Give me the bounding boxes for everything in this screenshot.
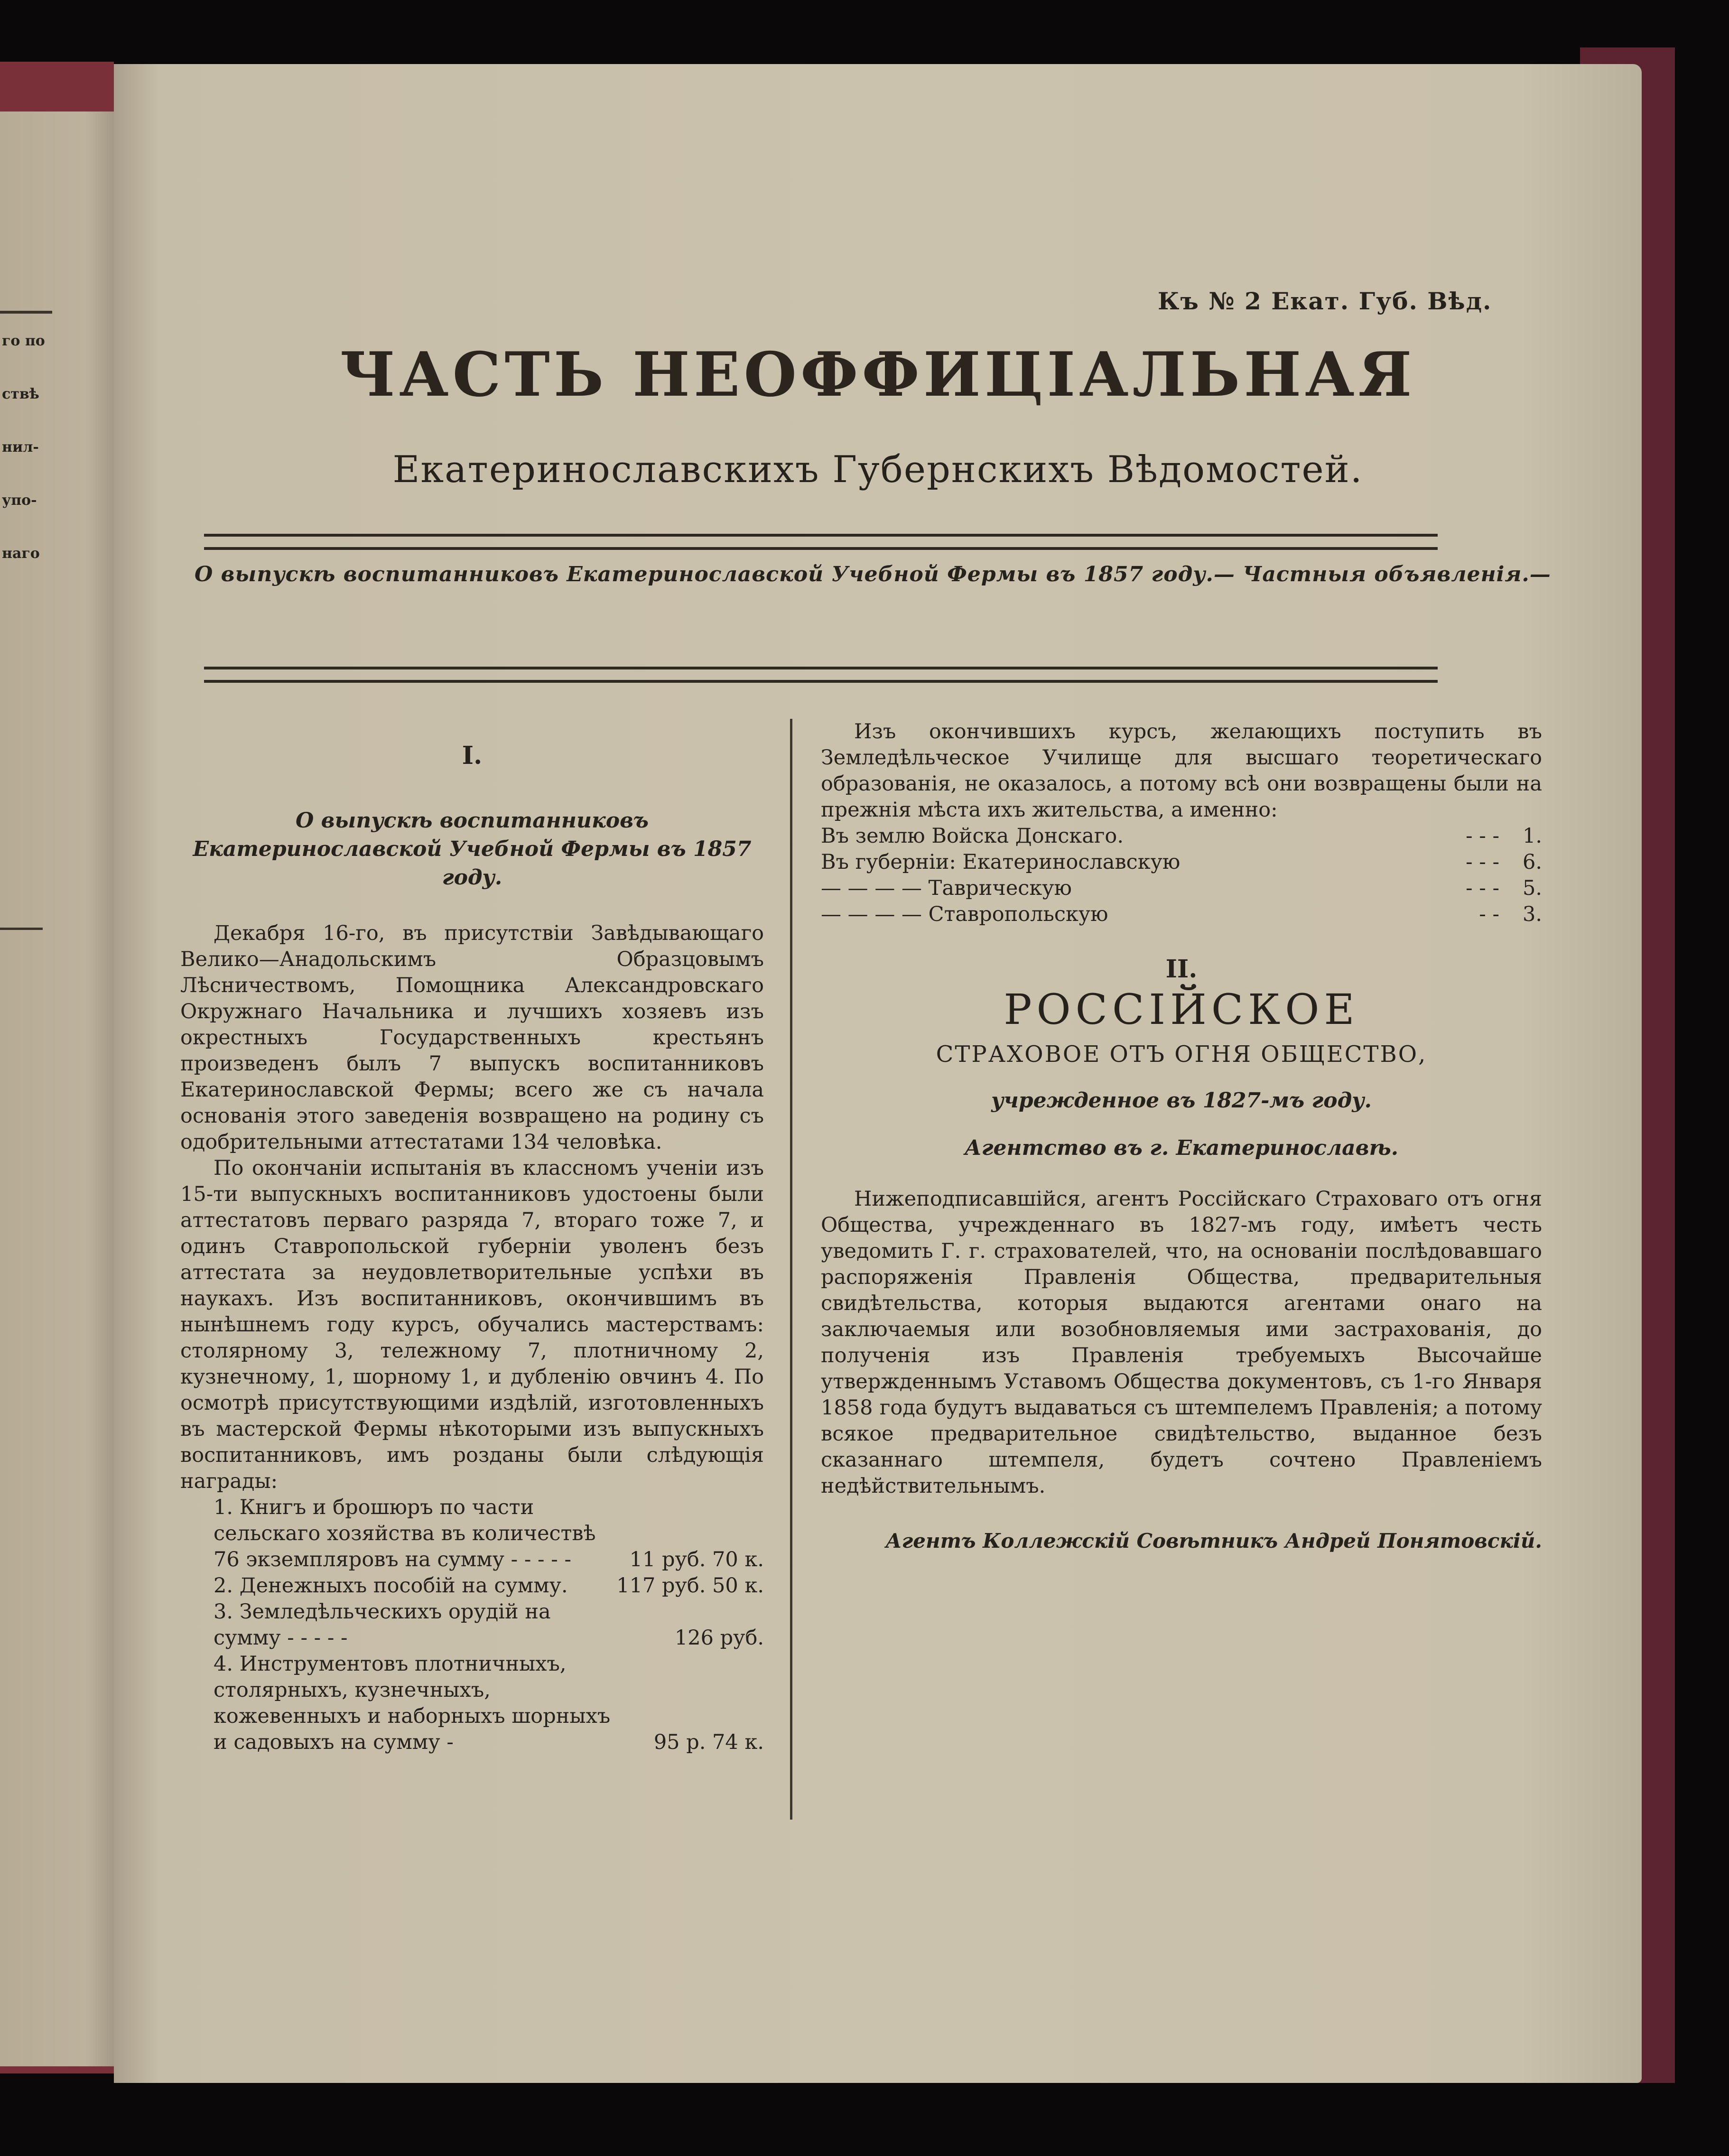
previous-page-rule	[0, 928, 43, 930]
prev-fragment: упо-	[2, 492, 37, 509]
previous-page-fragments	[0, 311, 95, 598]
society-title: РОССІЙСКОЕ	[1004, 985, 1359, 1034]
paragraph: Нижеподписавшійся, агентъ Россійскаго Страховаго отъ огня Общества, учрежденнаго въ 1827-мъ году, имѣетъ честь уведомить Г. г. страхователей, что, на основаніи послѣдовавшаго распоряженія Правленія Общества, предварительныя свидѣтельства, которыя выдаются агентами онаго на заключаемыя или возобновляемыя ими застрахованія, до полученія изъ Правленія требуемыхъ Высочайше утвержденнымъ Уставомъ Общества документовъ, съ 1-го Января 1858 года будутъ выдаваться съ штемпелемъ Правленія; а потому всякое предварительное свидѣтельство, выданное безъ сказаннаго штемпеля, будетъ сочтено Правленіемъ недѣйствительнымъ.	[821, 1187, 1542, 1498]
page-subtitle: Екатеринославскихъ Губернскихъ Вѣдомостей.	[392, 448, 1363, 491]
destination-label: — — — — Ставропольскую	[821, 902, 1108, 926]
society-subtitle: СТРАХОВОЕ ОТЪ ОГНЯ ОБЩЕСТВО,	[936, 1041, 1427, 1068]
signature-line: Агентъ Коллежскій Совѣтникъ Андрей Понятовскій.	[885, 1529, 1542, 1552]
list-item	[821, 849, 1542, 875]
list-item	[180, 1495, 764, 1573]
destinations-list	[821, 823, 1542, 928]
page-title: ЧАСТЬ НЕОФФИЦІАЛЬНАЯ	[340, 339, 1416, 410]
section-title: О выпускѣ воспитанниковъ Екатеринославской Учебной Фермы въ 1857 году.	[193, 808, 752, 890]
paragraph: По окончаніи испытанія въ классномъ ученіи изъ 15-ти выпускныхъ воспитанниковъ удостоены были аттестатовъ перваго разряда 7, втораго тоже 7, и одинъ Ставропольской губерніи уволенъ безъ аттестата за неудовлетворительные успѣхи въ наукахъ. Изъ воспитанниковъ, окончившимъ въ нынѣшнемъ году курсъ, обучались мастерствамъ: столярному 3, тележному 7, плотничному 2, кузнечному, 1, шорному 1, и дубленію овчинъ 4. По осмотрѣ присутствующими издѣлій, изготовленныхъ въ мастерской Фермы нѣкоторыми изъ выпускныхъ воспитанниковъ, имъ розданы были слѣдующія награды:	[180, 1156, 764, 1493]
destination-count: 1.	[1522, 824, 1542, 848]
list-item	[180, 1573, 764, 1599]
right-column	[821, 719, 1542, 1554]
newspaper-page	[114, 64, 1642, 2083]
previous-page-rule	[0, 311, 52, 314]
award-text: 1. Книгъ и брошюръ по части сельскаго хозяйства въ количествѣ 76 экземпляровъ на сумму - - - - -	[214, 1496, 596, 1571]
prev-fragment: нил-	[2, 439, 39, 455]
left-column	[180, 743, 764, 1756]
awards-list	[180, 1495, 764, 1756]
award-amount: 95 р. 74 к.	[653, 1730, 764, 1754]
destination-dashes: - -	[1479, 902, 1499, 926]
issue-reference: Къ № 2 Екат. Губ. Вѣд.	[1158, 287, 1492, 315]
contents-line: О выпускѣ воспитанниковъ Екатеринославской Учебной Фермы въ 1857 году.— Частныя объявленія.—	[195, 562, 1551, 586]
destination-count: 5.	[1522, 876, 1542, 900]
destination-label: Въ губерніи: Екатеринославскую	[821, 850, 1181, 874]
prev-fragment: го по	[2, 333, 45, 349]
section-number: I.	[462, 741, 483, 770]
destination-label: — — — — Таврическую	[821, 876, 1072, 900]
list-item	[821, 875, 1542, 901]
destination-count: 3.	[1522, 902, 1542, 926]
agency-line: Агентство въ г. Екатеринославѣ.	[964, 1136, 1399, 1160]
destination-dashes: - - -	[1466, 850, 1499, 874]
section-number: II.	[1165, 955, 1198, 984]
list-item	[821, 901, 1542, 928]
list-item	[821, 823, 1542, 849]
founded-line: учрежденное въ 1827-мъ году.	[991, 1088, 1372, 1113]
award-amount: 126 руб.	[674, 1626, 764, 1650]
paragraph: Декабря 16-го, въ присутствіи Завѣдывающаго Велико—Анадольскимъ Образцовымъ Лѣсничествомъ, Помощника Александровскаго Окружнаго Начальника и лучшихъ хозяевъ изъ окрестныхъ Государственныхъ крестьянъ произведенъ былъ 7 выпускъ воспитанниковъ Екатеринославской Фермы; всего же съ начала основанія этого заведенія возвращено на родину съ одобрительными аттестатами 134 человѣка.	[180, 921, 764, 1154]
prev-fragment: наго	[2, 545, 40, 562]
column-divider	[790, 719, 792, 1820]
list-item	[180, 1599, 764, 1651]
destination-dashes: - - -	[1466, 824, 1499, 848]
award-amount: 117 руб. 50 к.	[616, 1574, 764, 1598]
award-text: 2. Денежныхъ пособій на сумму.	[214, 1574, 568, 1598]
destination-dashes: - - -	[1466, 876, 1499, 900]
award-text: 3. Земледѣльческихъ орудій на сумму - - - - -	[214, 1600, 551, 1650]
award-amount: 11 руб. 70 к.	[629, 1548, 764, 1571]
list-item	[180, 1651, 764, 1756]
destination-count: 6.	[1522, 850, 1542, 874]
paragraph: Изъ окончившихъ курсъ, желающихъ поступить въ Земледѣльческое Училище для высшаго теоретическаго образованія, не оказалось, а потому всѣ они возвращены были на прежнія мѣста ихъ жительства, а именно:	[821, 720, 1542, 822]
header-rule-bottom	[204, 667, 1438, 683]
destination-label: Въ землю Войска Донскаго.	[821, 824, 1124, 848]
prev-fragment: ствѣ	[2, 386, 39, 402]
header-rule-top	[204, 534, 1438, 550]
award-text: 4. Инструментовъ плотничныхъ, столярныхъ, кузнечныхъ, кожевенныхъ и наборныхъ шорныхъ и садовыхъ на сумму -	[214, 1652, 611, 1754]
